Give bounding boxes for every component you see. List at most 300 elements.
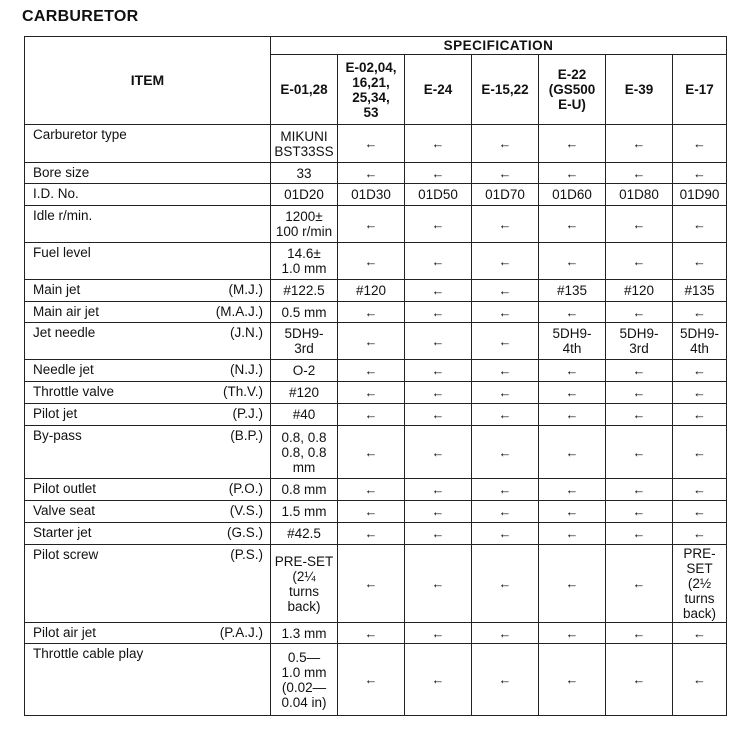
value-cell xyxy=(271,623,338,644)
item-name: Idle r/min. xyxy=(33,208,93,223)
table-row-throttle-cable-play xyxy=(25,644,727,716)
value-line: 1200± xyxy=(285,209,323,224)
value-line: (0.02— xyxy=(281,679,327,695)
left-arrow-icon: ← xyxy=(565,216,579,232)
left-arrow-icon: ← xyxy=(498,136,512,151)
left-arrow-icon: ← xyxy=(498,444,512,460)
same-as-left-cell xyxy=(673,523,727,545)
value-line: 100 r/min xyxy=(275,224,333,239)
item-cell xyxy=(25,206,271,243)
value-cell xyxy=(271,206,338,243)
value-line: 01D60 xyxy=(552,187,592,202)
left-arrow-icon: ← xyxy=(364,526,378,541)
column-header-e-22-gs500-e-u xyxy=(539,55,606,125)
value-cell xyxy=(606,184,673,206)
value-line: 0.8 mm xyxy=(281,482,327,497)
left-arrow-icon: ← xyxy=(498,216,512,232)
same-as-left-cell xyxy=(338,125,405,163)
left-arrow-icon: ← xyxy=(632,304,646,320)
value-line: turns xyxy=(288,583,319,599)
value-cell xyxy=(271,323,338,360)
item-name: Pilot outlet xyxy=(33,481,97,496)
left-arrow-icon: ← xyxy=(693,407,707,422)
left-arrow-icon: ← xyxy=(565,385,579,400)
same-as-left-cell xyxy=(539,243,606,280)
same-as-left-cell xyxy=(338,644,405,716)
column-header-line: E-15,22 xyxy=(481,82,529,97)
value-cell xyxy=(606,323,673,360)
same-as-left-cell xyxy=(405,644,472,716)
item-name: Main jet xyxy=(33,282,81,297)
left-arrow-icon: ← xyxy=(431,576,445,591)
left-arrow-icon: ← xyxy=(364,444,378,460)
column-header-line: E-22 xyxy=(557,67,587,82)
same-as-left-cell xyxy=(338,302,405,323)
left-arrow-icon: ← xyxy=(565,625,579,641)
same-as-left-cell xyxy=(606,206,673,243)
same-as-left-cell xyxy=(405,323,472,360)
value-line: O-2 xyxy=(292,363,316,378)
left-arrow-icon: ← xyxy=(431,482,445,497)
left-arrow-icon: ← xyxy=(632,482,646,497)
column-header-line: (GS500 xyxy=(548,82,596,97)
column-header-line: E-39 xyxy=(624,82,654,97)
item-name: Pilot jet xyxy=(33,406,78,421)
left-arrow-icon: ← xyxy=(693,504,707,519)
value-line: back) xyxy=(683,606,717,621)
same-as-left-cell xyxy=(405,280,472,302)
item-cell xyxy=(25,545,271,623)
same-as-left-cell xyxy=(405,501,472,523)
item-name: Jet needle xyxy=(33,325,96,340)
column-header-e-39 xyxy=(606,55,673,125)
item-name: By-pass xyxy=(33,428,82,443)
left-arrow-icon: ← xyxy=(431,363,445,378)
same-as-left-cell xyxy=(539,382,606,404)
left-arrow-icon: ← xyxy=(364,672,378,687)
value-line: BST33SS xyxy=(274,143,334,159)
left-arrow-icon: ← xyxy=(632,672,646,687)
value-line: 1.0 mm xyxy=(281,261,327,276)
value-line: 4th xyxy=(690,341,709,356)
same-as-left-cell xyxy=(606,426,673,479)
same-as-left-cell xyxy=(338,163,405,184)
same-as-left-cell xyxy=(673,404,727,426)
table-row-idle-r-min xyxy=(25,206,727,243)
column-header-line: E-02,04, xyxy=(345,59,397,75)
same-as-left-cell xyxy=(472,163,539,184)
item-cell xyxy=(25,360,271,382)
item-cell xyxy=(25,644,271,716)
same-as-left-cell xyxy=(673,243,727,280)
item-cell xyxy=(25,479,271,501)
left-arrow-icon: ← xyxy=(364,504,378,519)
left-arrow-icon: ← xyxy=(431,625,445,641)
left-arrow-icon: ← xyxy=(431,672,445,687)
item-cell xyxy=(25,243,271,280)
column-header-line: 53 xyxy=(363,104,379,120)
left-arrow-icon: ← xyxy=(565,504,579,519)
item-name: Pilot air jet xyxy=(33,625,97,640)
item-name: Throttle cable play xyxy=(33,646,144,661)
left-arrow-icon: ← xyxy=(632,407,646,422)
table-row-pilot-screw xyxy=(25,545,727,623)
item-name: Carburetor type xyxy=(33,127,127,142)
left-arrow-icon: ← xyxy=(364,165,378,181)
item-cell xyxy=(25,280,271,302)
same-as-left-cell xyxy=(539,163,606,184)
column-header-e-17 xyxy=(673,55,727,125)
same-as-left-cell xyxy=(539,360,606,382)
column-header-e-02-04-16-21-25-34-53 xyxy=(338,55,405,125)
left-arrow-icon: ← xyxy=(364,407,378,422)
same-as-left-cell xyxy=(539,404,606,426)
item-cell xyxy=(25,302,271,323)
value-line: 33 xyxy=(296,165,312,181)
same-as-left-cell xyxy=(673,206,727,243)
left-arrow-icon: ← xyxy=(632,216,646,232)
same-as-left-cell xyxy=(606,382,673,404)
value-cell xyxy=(271,280,338,302)
table-row-main-air-jet xyxy=(25,302,727,323)
item-cell xyxy=(25,426,271,479)
value-cell xyxy=(539,323,606,360)
same-as-left-cell xyxy=(606,302,673,323)
value-cell xyxy=(539,184,606,206)
item-abbreviation: (P.J.) xyxy=(232,406,263,421)
same-as-left-cell xyxy=(606,360,673,382)
table-row-carburetor-type xyxy=(25,125,727,163)
column-header-line: 16,21, xyxy=(352,74,390,90)
same-as-left-cell xyxy=(539,479,606,501)
item-name: Pilot screw xyxy=(33,547,99,562)
same-as-left-cell xyxy=(606,523,673,545)
value-line: 0.5 mm xyxy=(281,304,327,320)
left-arrow-icon: ← xyxy=(565,304,579,320)
same-as-left-cell xyxy=(472,404,539,426)
column-header-line: E-17 xyxy=(685,82,714,97)
left-arrow-icon: ← xyxy=(364,576,378,591)
same-as-left-cell xyxy=(338,360,405,382)
item-name: Bore size xyxy=(33,165,90,180)
table-row-pilot-outlet xyxy=(25,479,727,501)
left-arrow-icon: ← xyxy=(498,283,512,298)
same-as-left-cell xyxy=(405,206,472,243)
value-line: turns xyxy=(684,591,715,606)
same-as-left-cell xyxy=(673,382,727,404)
same-as-left-cell xyxy=(338,243,405,280)
item-abbreviation: (M.A.J.) xyxy=(215,304,263,319)
left-arrow-icon: ← xyxy=(632,444,646,460)
value-cell xyxy=(271,479,338,501)
value-cell xyxy=(338,184,405,206)
left-arrow-icon: ← xyxy=(364,625,378,641)
value-line: PRE-SET xyxy=(683,546,716,576)
value-line: 1.0 mm xyxy=(281,664,327,680)
value-line: 0.8, 0.8 xyxy=(281,429,327,445)
left-arrow-icon: ← xyxy=(498,672,512,687)
value-line: 1.5 mm xyxy=(281,504,327,519)
left-arrow-icon: ← xyxy=(498,576,512,591)
same-as-left-cell xyxy=(472,501,539,523)
item-name: I.D. No. xyxy=(33,186,79,201)
left-arrow-icon: ← xyxy=(431,216,445,232)
column-header-line: E-24 xyxy=(423,82,453,97)
value-cell xyxy=(271,163,338,184)
same-as-left-cell xyxy=(606,125,673,163)
column-header-e-24 xyxy=(405,55,472,125)
same-as-left-cell xyxy=(539,206,606,243)
same-as-left-cell xyxy=(606,479,673,501)
left-arrow-icon: ← xyxy=(565,165,579,181)
same-as-left-cell xyxy=(338,623,405,644)
value-line: 01D20 xyxy=(284,187,324,202)
column-header-line: 25,34, xyxy=(352,89,390,105)
item-name: Needle jet xyxy=(33,362,94,377)
column-header-e-15-22 xyxy=(472,55,539,125)
value-line: (2¼ xyxy=(292,568,316,584)
same-as-left-cell xyxy=(405,479,472,501)
same-as-left-cell xyxy=(338,479,405,501)
same-as-left-cell xyxy=(338,545,405,623)
left-arrow-icon: ← xyxy=(498,385,512,400)
same-as-left-cell xyxy=(472,545,539,623)
left-arrow-icon: ← xyxy=(693,253,707,269)
left-arrow-icon: ← xyxy=(498,304,512,320)
left-arrow-icon: ← xyxy=(431,444,445,460)
column-header-line: E-U) xyxy=(558,97,586,112)
value-line: #120 xyxy=(623,283,655,298)
value-cell xyxy=(271,382,338,404)
value-line: MIKUNI xyxy=(280,128,328,144)
left-arrow-icon: ← xyxy=(632,165,646,181)
value-line: mm xyxy=(292,459,316,475)
value-line: 5DH9- xyxy=(284,326,324,341)
same-as-left-cell xyxy=(472,280,539,302)
same-as-left-cell xyxy=(606,644,673,716)
item-cell xyxy=(25,623,271,644)
item-abbreviation: (Th.V.) xyxy=(222,384,263,399)
left-arrow-icon: ← xyxy=(565,672,579,687)
table-row-bore-size xyxy=(25,163,727,184)
value-line: 4th xyxy=(562,341,582,356)
same-as-left-cell xyxy=(472,360,539,382)
value-cell xyxy=(271,523,338,545)
left-arrow-icon: ← xyxy=(693,385,707,400)
value-line: 01D70 xyxy=(485,187,525,202)
table-row-needle-jet xyxy=(25,360,727,382)
left-arrow-icon: ← xyxy=(565,253,579,269)
left-arrow-icon: ← xyxy=(431,283,445,298)
value-line: (2½ xyxy=(687,576,712,591)
same-as-left-cell xyxy=(472,302,539,323)
left-arrow-icon: ← xyxy=(565,576,579,591)
table-row-i-d-no xyxy=(25,184,727,206)
left-arrow-icon: ← xyxy=(498,526,512,541)
left-arrow-icon: ← xyxy=(364,136,378,151)
table-row-by-pass xyxy=(25,426,727,479)
value-cell xyxy=(338,280,405,302)
same-as-left-cell xyxy=(472,623,539,644)
same-as-left-cell xyxy=(539,501,606,523)
value-cell xyxy=(271,404,338,426)
left-arrow-icon: ← xyxy=(632,625,646,641)
item-cell xyxy=(25,323,271,360)
item-abbreviation: (B.P.) xyxy=(230,428,263,443)
same-as-left-cell xyxy=(405,360,472,382)
item-name: Throttle valve xyxy=(33,384,115,399)
item-cell xyxy=(25,125,271,163)
left-arrow-icon: ← xyxy=(431,407,445,422)
same-as-left-cell xyxy=(405,302,472,323)
same-as-left-cell xyxy=(539,302,606,323)
item-cell xyxy=(25,404,271,426)
same-as-left-cell xyxy=(539,523,606,545)
table-row-pilot-jet xyxy=(25,404,727,426)
left-arrow-icon: ← xyxy=(693,304,707,320)
value-line: 5DH9- xyxy=(619,326,659,341)
item-abbreviation: (J.N.) xyxy=(230,325,263,340)
same-as-left-cell xyxy=(405,523,472,545)
item-abbreviation: (V.S.) xyxy=(229,503,263,518)
value-line: 3rd xyxy=(294,341,314,356)
value-cell xyxy=(271,243,338,280)
same-as-left-cell xyxy=(539,545,606,623)
value-cell xyxy=(271,302,338,323)
same-as-left-cell xyxy=(338,501,405,523)
value-cell xyxy=(271,360,338,382)
left-arrow-icon: ← xyxy=(364,482,378,497)
value-cell xyxy=(673,280,727,302)
same-as-left-cell xyxy=(606,545,673,623)
table-row-main-jet xyxy=(25,280,727,302)
same-as-left-cell xyxy=(539,623,606,644)
left-arrow-icon: ← xyxy=(632,526,646,541)
item-abbreviation: (G.S.) xyxy=(227,525,263,540)
left-arrow-icon: ← xyxy=(498,407,512,422)
value-line: #135 xyxy=(684,283,715,298)
same-as-left-cell xyxy=(606,623,673,644)
same-as-left-cell xyxy=(338,523,405,545)
item-abbreviation: (P.S.) xyxy=(230,547,263,562)
item-abbreviation: (P.A.J.) xyxy=(219,625,263,640)
same-as-left-cell xyxy=(673,125,727,163)
value-line: 5DH9- xyxy=(680,326,720,341)
left-arrow-icon: ← xyxy=(632,363,646,378)
item-cell xyxy=(25,523,271,545)
value-cell xyxy=(606,280,673,302)
value-line: #120 xyxy=(288,385,320,400)
value-line: 01D50 xyxy=(418,187,458,202)
same-as-left-cell xyxy=(673,360,727,382)
item-abbreviation: (N.J.) xyxy=(230,362,263,377)
value-line: 01D30 xyxy=(351,187,391,202)
item-abbreviation: (M.J.) xyxy=(228,282,263,297)
item-name: Fuel level xyxy=(33,245,91,260)
value-line: back) xyxy=(287,598,321,614)
value-line: 3rd xyxy=(629,341,649,356)
same-as-left-cell xyxy=(338,404,405,426)
value-line: 0.04 in) xyxy=(281,694,327,710)
value-line: #120 xyxy=(355,283,387,298)
left-arrow-icon: ← xyxy=(693,136,707,151)
left-arrow-icon: ← xyxy=(431,333,445,349)
same-as-left-cell xyxy=(673,644,727,716)
same-as-left-cell xyxy=(405,404,472,426)
same-as-left-cell xyxy=(606,404,673,426)
left-arrow-icon: ← xyxy=(565,407,579,422)
same-as-left-cell xyxy=(405,163,472,184)
same-as-left-cell xyxy=(472,323,539,360)
left-arrow-icon: ← xyxy=(431,385,445,400)
column-header-e-01-28 xyxy=(271,55,338,125)
same-as-left-cell xyxy=(472,382,539,404)
same-as-left-cell xyxy=(472,523,539,545)
left-arrow-icon: ← xyxy=(431,526,445,541)
value-cell xyxy=(405,184,472,206)
left-arrow-icon: ← xyxy=(565,136,579,151)
same-as-left-cell xyxy=(673,302,727,323)
table-row-throttle-valve xyxy=(25,382,727,404)
value-cell xyxy=(673,184,727,206)
value-line: 0.8, 0.8 xyxy=(281,444,327,460)
same-as-left-cell xyxy=(472,206,539,243)
left-arrow-icon: ← xyxy=(498,165,512,181)
value-line: #135 xyxy=(556,283,588,298)
left-arrow-icon: ← xyxy=(693,482,707,497)
same-as-left-cell xyxy=(673,426,727,479)
same-as-left-cell xyxy=(405,623,472,644)
left-arrow-icon: ← xyxy=(693,526,707,541)
same-as-left-cell xyxy=(472,426,539,479)
left-arrow-icon: ← xyxy=(632,385,646,400)
left-arrow-icon: ← xyxy=(693,625,707,641)
same-as-left-cell xyxy=(472,644,539,716)
left-arrow-icon: ← xyxy=(431,165,445,181)
left-arrow-icon: ← xyxy=(498,253,512,269)
table-row-pilot-air-jet xyxy=(25,623,727,644)
item-name: Valve seat xyxy=(33,503,96,518)
same-as-left-cell xyxy=(673,479,727,501)
left-arrow-icon: ← xyxy=(498,333,512,349)
specification-header: SPECIFICATION xyxy=(271,37,727,55)
left-arrow-icon: ← xyxy=(498,625,512,641)
left-arrow-icon: ← xyxy=(632,253,646,269)
value-line: 01D80 xyxy=(619,187,659,202)
value-line: 0.5— xyxy=(287,649,321,665)
left-arrow-icon: ← xyxy=(565,444,579,460)
same-as-left-cell xyxy=(539,125,606,163)
value-cell xyxy=(539,280,606,302)
value-line: PRE-SET xyxy=(274,553,334,569)
left-arrow-icon: ← xyxy=(431,136,445,151)
same-as-left-cell xyxy=(405,545,472,623)
same-as-left-cell xyxy=(472,479,539,501)
left-arrow-icon: ← xyxy=(693,363,707,378)
column-header-line: E-01,28 xyxy=(280,82,328,97)
same-as-left-cell xyxy=(472,243,539,280)
left-arrow-icon: ← xyxy=(693,216,707,232)
value-cell xyxy=(271,545,338,623)
page-title: CARBURETOR xyxy=(22,8,139,25)
left-arrow-icon: ← xyxy=(364,304,378,320)
item-cell xyxy=(25,501,271,523)
left-arrow-icon: ← xyxy=(498,504,512,519)
value-cell xyxy=(271,184,338,206)
same-as-left-cell xyxy=(606,163,673,184)
value-cell xyxy=(472,184,539,206)
left-arrow-icon: ← xyxy=(565,482,579,497)
